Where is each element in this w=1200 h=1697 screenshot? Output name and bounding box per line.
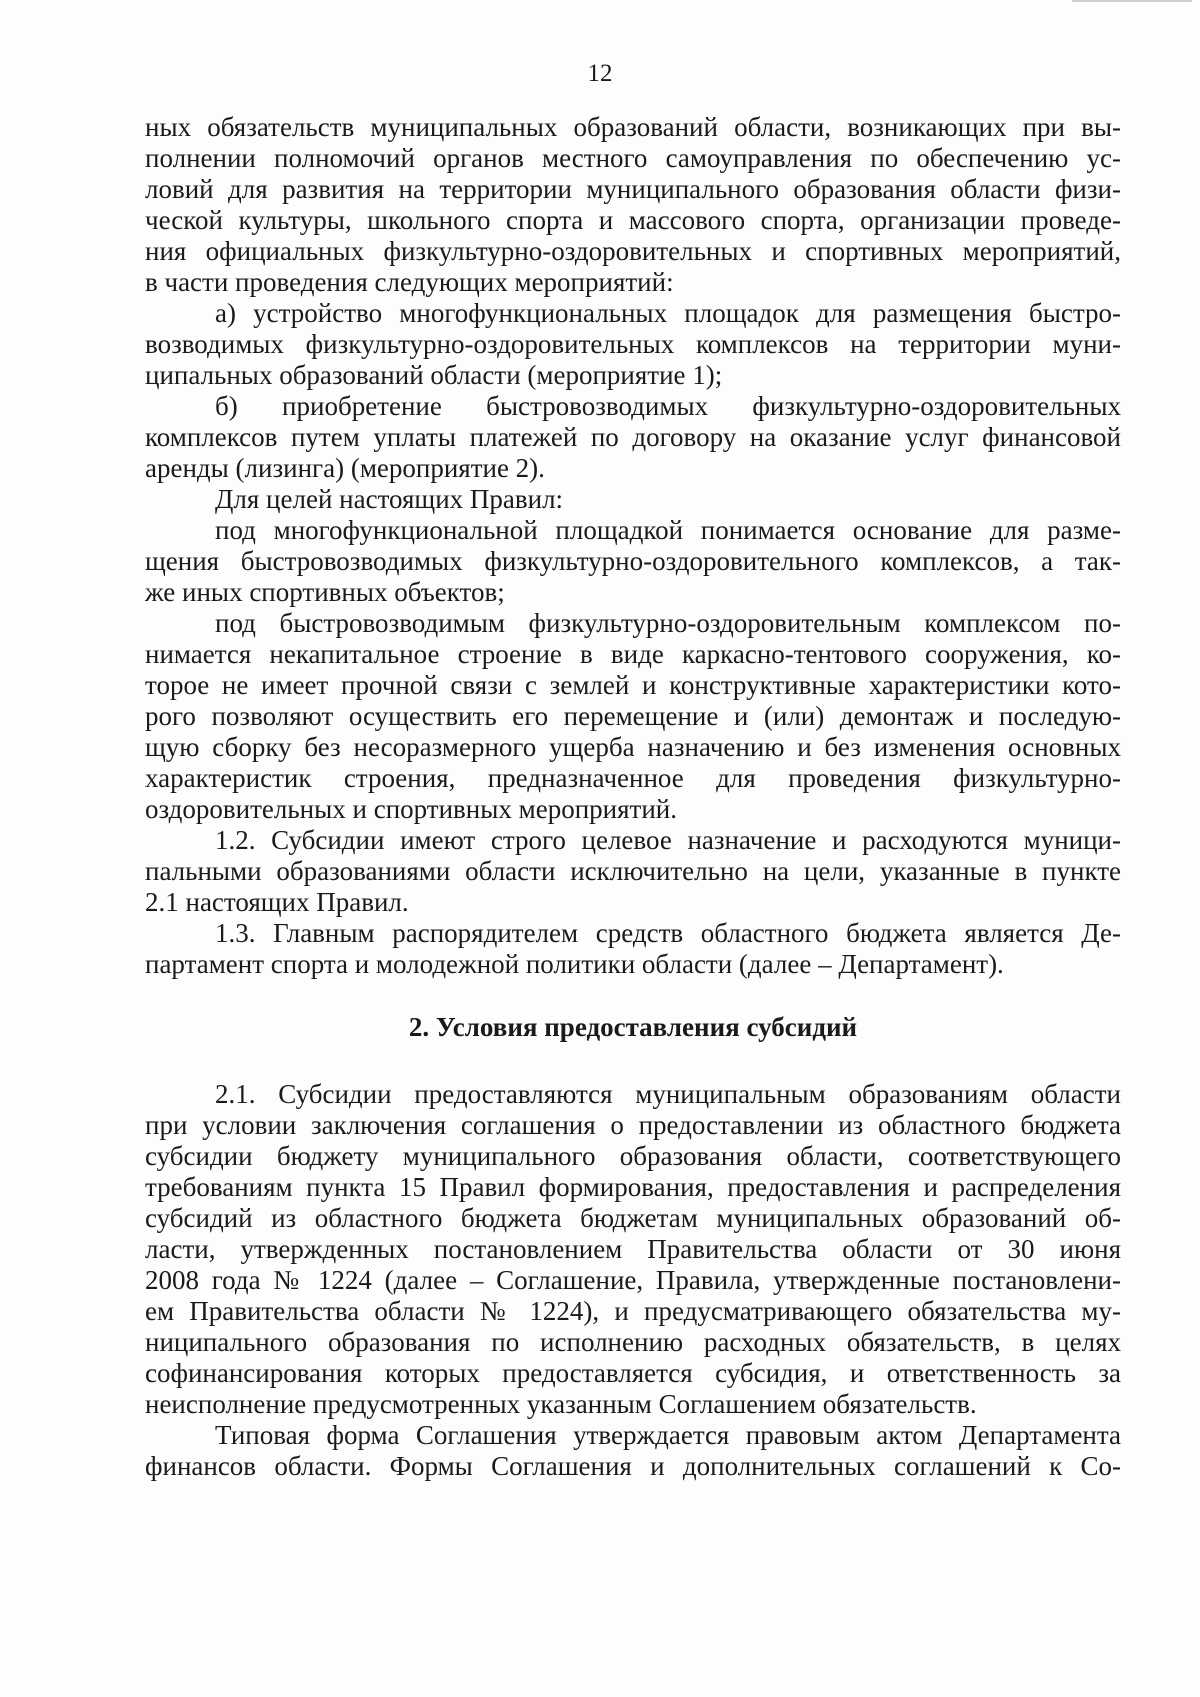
text-line: субсидии бюджету муниципального образования области, соответствующего bbox=[145, 1141, 1121, 1171]
text-line: полнении полномочий органов местного самоуправления по обеспечению ус- bbox=[145, 143, 1121, 173]
text-line: 2.1. Субсидии предоставляются муниципальным образованиям области bbox=[215, 1079, 1121, 1109]
text-line: характеристик строения, предназначенное для проведения физкультурно- bbox=[145, 763, 1121, 793]
section-2-body bbox=[145, 1079, 1121, 1482]
text-line: возводимых физкультурно-оздоровительных комплексов на территории муни- bbox=[145, 329, 1121, 359]
text-line: неисполнение предусмотренных указанным Соглашением обязательств. bbox=[145, 1389, 977, 1419]
paragraph bbox=[145, 1079, 1121, 1420]
text-line: же иных спортивных объектов; bbox=[145, 577, 505, 607]
text-line: б) приобретение быстровозводимых физкультурно-оздоровительных bbox=[215, 391, 1121, 421]
text-line: софинансирования которых предоставляется субсидия, и ответственность за bbox=[145, 1358, 1121, 1388]
text-line: щения быстровозводимых физкультурно-оздоровительного комплексов, а так- bbox=[145, 546, 1121, 576]
paragraph bbox=[145, 1420, 1121, 1482]
text-line: финансов области. Формы Соглашения и дополнительных соглашений к Со- bbox=[145, 1451, 1121, 1481]
paragraph bbox=[145, 515, 1121, 608]
scan-edge-mark bbox=[1072, 0, 1192, 6]
text-line: 2008 года № 1224 (далее – Соглашение, Правила, утвержденные постановлени- bbox=[145, 1265, 1121, 1295]
text-line: пальными образованиями области исключительно на цели, указанные в пункте bbox=[145, 856, 1121, 886]
page-number: 12 bbox=[587, 60, 613, 87]
text-line: в части проведения следующих мероприятий: bbox=[145, 267, 674, 297]
text-line: партамент спорта и молодежной политики области (далее – Департамент). bbox=[145, 949, 1004, 979]
text-line: ципальных образований области (мероприятие 1); bbox=[145, 360, 723, 390]
text-line: под быстровозводимым физкультурно-оздоровительным комплексом по- bbox=[215, 608, 1121, 638]
paragraph bbox=[145, 484, 1121, 515]
text-line: при условии заключения соглашения о предоставлении из областного бюджета bbox=[145, 1110, 1121, 1140]
text-line: щую сборку без несоразмерного ущерба назначению и без изменения основных bbox=[145, 732, 1121, 762]
text-line: ем Правительства области № 1224), и предусматривающего обязательства му- bbox=[145, 1296, 1121, 1326]
text-line: ниципального образования по исполнению расходных обязательств, в целях bbox=[145, 1327, 1121, 1357]
text-line: требованиям пункта 15 Правил формирования, предоставления и распределения bbox=[145, 1172, 1121, 1202]
text-line: 1.2. Субсидии имеют строго целевое назначение и расходуются муници- bbox=[215, 825, 1121, 855]
paragraph bbox=[145, 825, 1121, 918]
text-line: Типовая форма Соглашения утверждается правовым актом Департамента bbox=[215, 1420, 1121, 1450]
section-1-continuation bbox=[145, 112, 1121, 980]
text-line: рого позволяют осуществить его перемещение и (или) демонтаж и последую- bbox=[145, 701, 1121, 731]
text-line: субсидий из областного бюджета бюджетам муниципальных образований об- bbox=[145, 1203, 1121, 1233]
text-line: 1.3. Главным распорядителем средств областного бюджета является Де- bbox=[215, 918, 1121, 948]
text-line: нимается некапитальное строение в виде каркасно-тентового сооружения, ко- bbox=[145, 639, 1121, 669]
text-line: 2.1 настоящих Правил. bbox=[145, 887, 409, 917]
text-line: под многофункциональной площадкой понимается основание для разме- bbox=[215, 515, 1121, 545]
paragraph bbox=[145, 112, 1121, 298]
paragraph bbox=[145, 298, 1121, 391]
paragraph bbox=[145, 608, 1121, 825]
text-line: ных обязательств муниципальных образований области, возникающих при вы- bbox=[145, 112, 1121, 142]
text-line: ческой культуры, школьного спорта и массового спорта, организации проведе- bbox=[145, 205, 1121, 235]
text-line: торое не имеет прочной связи с землей и конструктивные характеристики кото- bbox=[145, 670, 1121, 700]
text-line: а) устройство многофункциональных площадок для размещения быстро- bbox=[215, 298, 1121, 328]
paragraph bbox=[145, 918, 1121, 980]
text-line: ния официальных физкультурно-оздоровительных и спортивных мероприятий, bbox=[145, 236, 1121, 266]
text-line: Для целей настоящих Правил: bbox=[215, 484, 564, 514]
text-line: комплексов путем уплаты платежей по договору на оказание услуг финансовой bbox=[145, 422, 1121, 452]
section-heading: 2. Условия предоставления субсидий bbox=[408, 1012, 858, 1042]
document-body bbox=[145, 112, 1121, 1482]
text-line: оздоровительных и спортивных мероприятий. bbox=[145, 794, 677, 824]
text-line: ласти, утвержденных постановлением Правительства области от 30 июня bbox=[145, 1234, 1121, 1264]
text-line: ловий для развития на территории муниципального образования области физи- bbox=[145, 174, 1121, 204]
text-line: аренды (лизинга) (мероприятие 2). bbox=[145, 453, 545, 483]
paragraph bbox=[145, 391, 1121, 484]
